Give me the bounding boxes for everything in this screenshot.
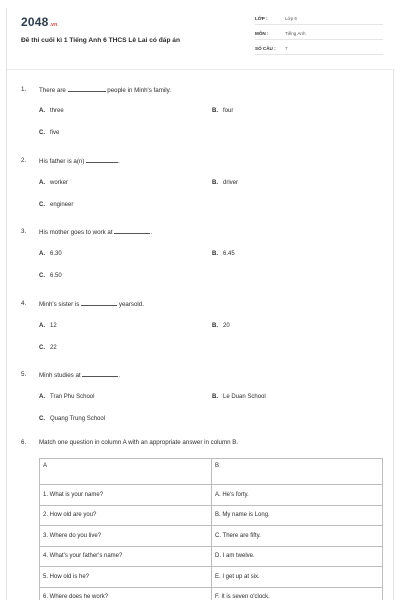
option-text: driver	[223, 180, 239, 186]
meta-class	[255, 13, 383, 25]
column-a-cell: 3. Where do you live?	[40, 526, 212, 547]
question-text-before: Minh's sister is	[39, 301, 80, 308]
table-row	[40, 505, 383, 526]
option-letter: C.	[39, 416, 45, 422]
option-b[interactable]	[212, 108, 233, 114]
question-number: 2.	[21, 157, 27, 164]
option-b[interactable]	[212, 323, 230, 329]
option-b[interactable]	[212, 251, 235, 257]
column-b-cell: D. I am twelve.	[212, 546, 383, 567]
column-b-cell: C. There are fifty.	[212, 526, 383, 547]
option-a[interactable]	[39, 180, 68, 186]
logo-main: 2048	[21, 15, 49, 29]
column-a-cell: 6. Where does he work?	[40, 587, 212, 600]
option-c[interactable]	[39, 345, 57, 351]
meta-count-label: SỐ CÂU :	[255, 46, 276, 51]
table-row	[40, 546, 383, 567]
option-text: 6.50	[50, 273, 62, 279]
meta-count-value: 7	[285, 46, 288, 51]
answer-blank	[114, 228, 153, 236]
option-text: four	[223, 108, 234, 114]
option-text: Le Duan School	[223, 394, 266, 400]
question-text-after: .	[118, 372, 121, 379]
option-letter: C.	[39, 345, 45, 351]
option-letter: B.	[212, 394, 218, 400]
option-letter: A.	[39, 394, 45, 400]
answer-blank	[81, 300, 117, 306]
option-letter: A.	[39, 251, 45, 257]
question-text: Match one question in column A with an appropriate answer in column B.	[39, 439, 239, 446]
table-row	[40, 485, 383, 506]
option-text: Quang Trung School	[50, 416, 106, 422]
page-header	[7, 8, 395, 70]
question-text-before: Minh studies at	[39, 372, 81, 379]
question-text-before: There are	[39, 87, 66, 94]
option-b[interactable]	[212, 394, 266, 400]
option-a[interactable]	[39, 251, 62, 257]
option-text: five	[50, 130, 60, 136]
table-row	[40, 567, 383, 588]
answer-blank	[68, 86, 106, 92]
column-b-cell: B. My name is Long.	[212, 505, 383, 526]
option-a[interactable]	[39, 108, 64, 114]
option-letter: A.	[39, 180, 45, 186]
option-text: three	[50, 108, 64, 114]
question-number: 3.	[21, 228, 27, 235]
option-letter: A.	[39, 108, 45, 114]
column-a-cell: 2. How old are you?	[40, 505, 212, 526]
option-letter: B.	[212, 180, 218, 186]
column-b-cell: E. I get up at six.	[212, 567, 383, 588]
option-b[interactable]	[212, 180, 238, 186]
question-text-after: .	[150, 229, 153, 236]
question-text-after: people in Minh's family.	[107, 87, 171, 94]
column-b-cell: F. It is seven o'clock.	[212, 587, 383, 600]
meta-subject	[255, 28, 383, 40]
logo-suffix: .vn	[49, 22, 58, 28]
question-number: 1.	[21, 86, 27, 93]
option-text: 22	[50, 345, 57, 351]
question-number: 6.	[21, 439, 27, 446]
column-a-cell: 1. What is your name?	[40, 485, 212, 506]
answer-blank	[82, 371, 121, 379]
meta-subject-label: MÔN :	[255, 31, 269, 36]
option-a[interactable]	[39, 323, 57, 329]
document-title: Đề thi cuối kì 1 Tiếng Anh 6 THCS Lê Lai có đáp án	[21, 37, 181, 44]
option-letter: C.	[39, 273, 45, 279]
column-a-header: A	[40, 459, 212, 485]
column-a-cell: 5. How old is he?	[40, 567, 212, 588]
option-letter: B.	[212, 251, 218, 257]
matching-table	[39, 458, 383, 600]
answer-blank	[86, 157, 118, 163]
table-row	[40, 587, 383, 600]
column-b-header: B	[212, 459, 383, 485]
option-text: 6.45	[223, 251, 235, 257]
column-a-cell: 4. What's your father's name?	[40, 546, 212, 567]
option-letter: C.	[39, 202, 45, 208]
question-text	[39, 157, 120, 165]
option-text: worker	[50, 180, 69, 186]
table-row	[40, 526, 383, 547]
option-letter: B.	[212, 323, 218, 329]
option-letter: C.	[39, 130, 45, 136]
question-text-after: yearsold.	[118, 301, 144, 308]
option-text: 12	[50, 323, 57, 329]
question-text	[39, 371, 120, 379]
question-number: 4.	[21, 300, 27, 307]
table-header-row	[40, 459, 383, 485]
option-letter: B.	[212, 108, 218, 114]
option-text: engineer	[50, 202, 74, 208]
meta-class-label: LỚP :	[255, 16, 268, 21]
question-text-before: His father is a(n)	[39, 158, 85, 165]
question-text-before: His mother goes to work at	[39, 229, 113, 236]
question-text-after: .	[118, 158, 120, 165]
option-c[interactable]	[39, 416, 105, 422]
question-text	[39, 86, 171, 94]
option-c[interactable]	[39, 202, 73, 208]
question-text	[39, 300, 144, 308]
meta-question-count	[255, 43, 383, 55]
question-number: 5.	[21, 371, 27, 378]
option-text: 6.30	[50, 251, 62, 257]
option-c[interactable]	[39, 130, 59, 136]
exam-page	[6, 8, 394, 600]
option-a[interactable]	[39, 394, 94, 400]
option-text: 20	[223, 323, 230, 329]
meta-subject-value: Tiếng Anh	[285, 31, 306, 36]
site-logo[interactable]	[21, 15, 57, 29]
question-text	[39, 228, 152, 236]
option-c[interactable]	[39, 273, 62, 279]
column-b-cell: A. He's forty.	[212, 485, 383, 506]
meta-class-value: Lớp 6	[285, 16, 297, 21]
option-text: Tran Phu School	[50, 394, 95, 400]
option-letter: A.	[39, 323, 45, 329]
